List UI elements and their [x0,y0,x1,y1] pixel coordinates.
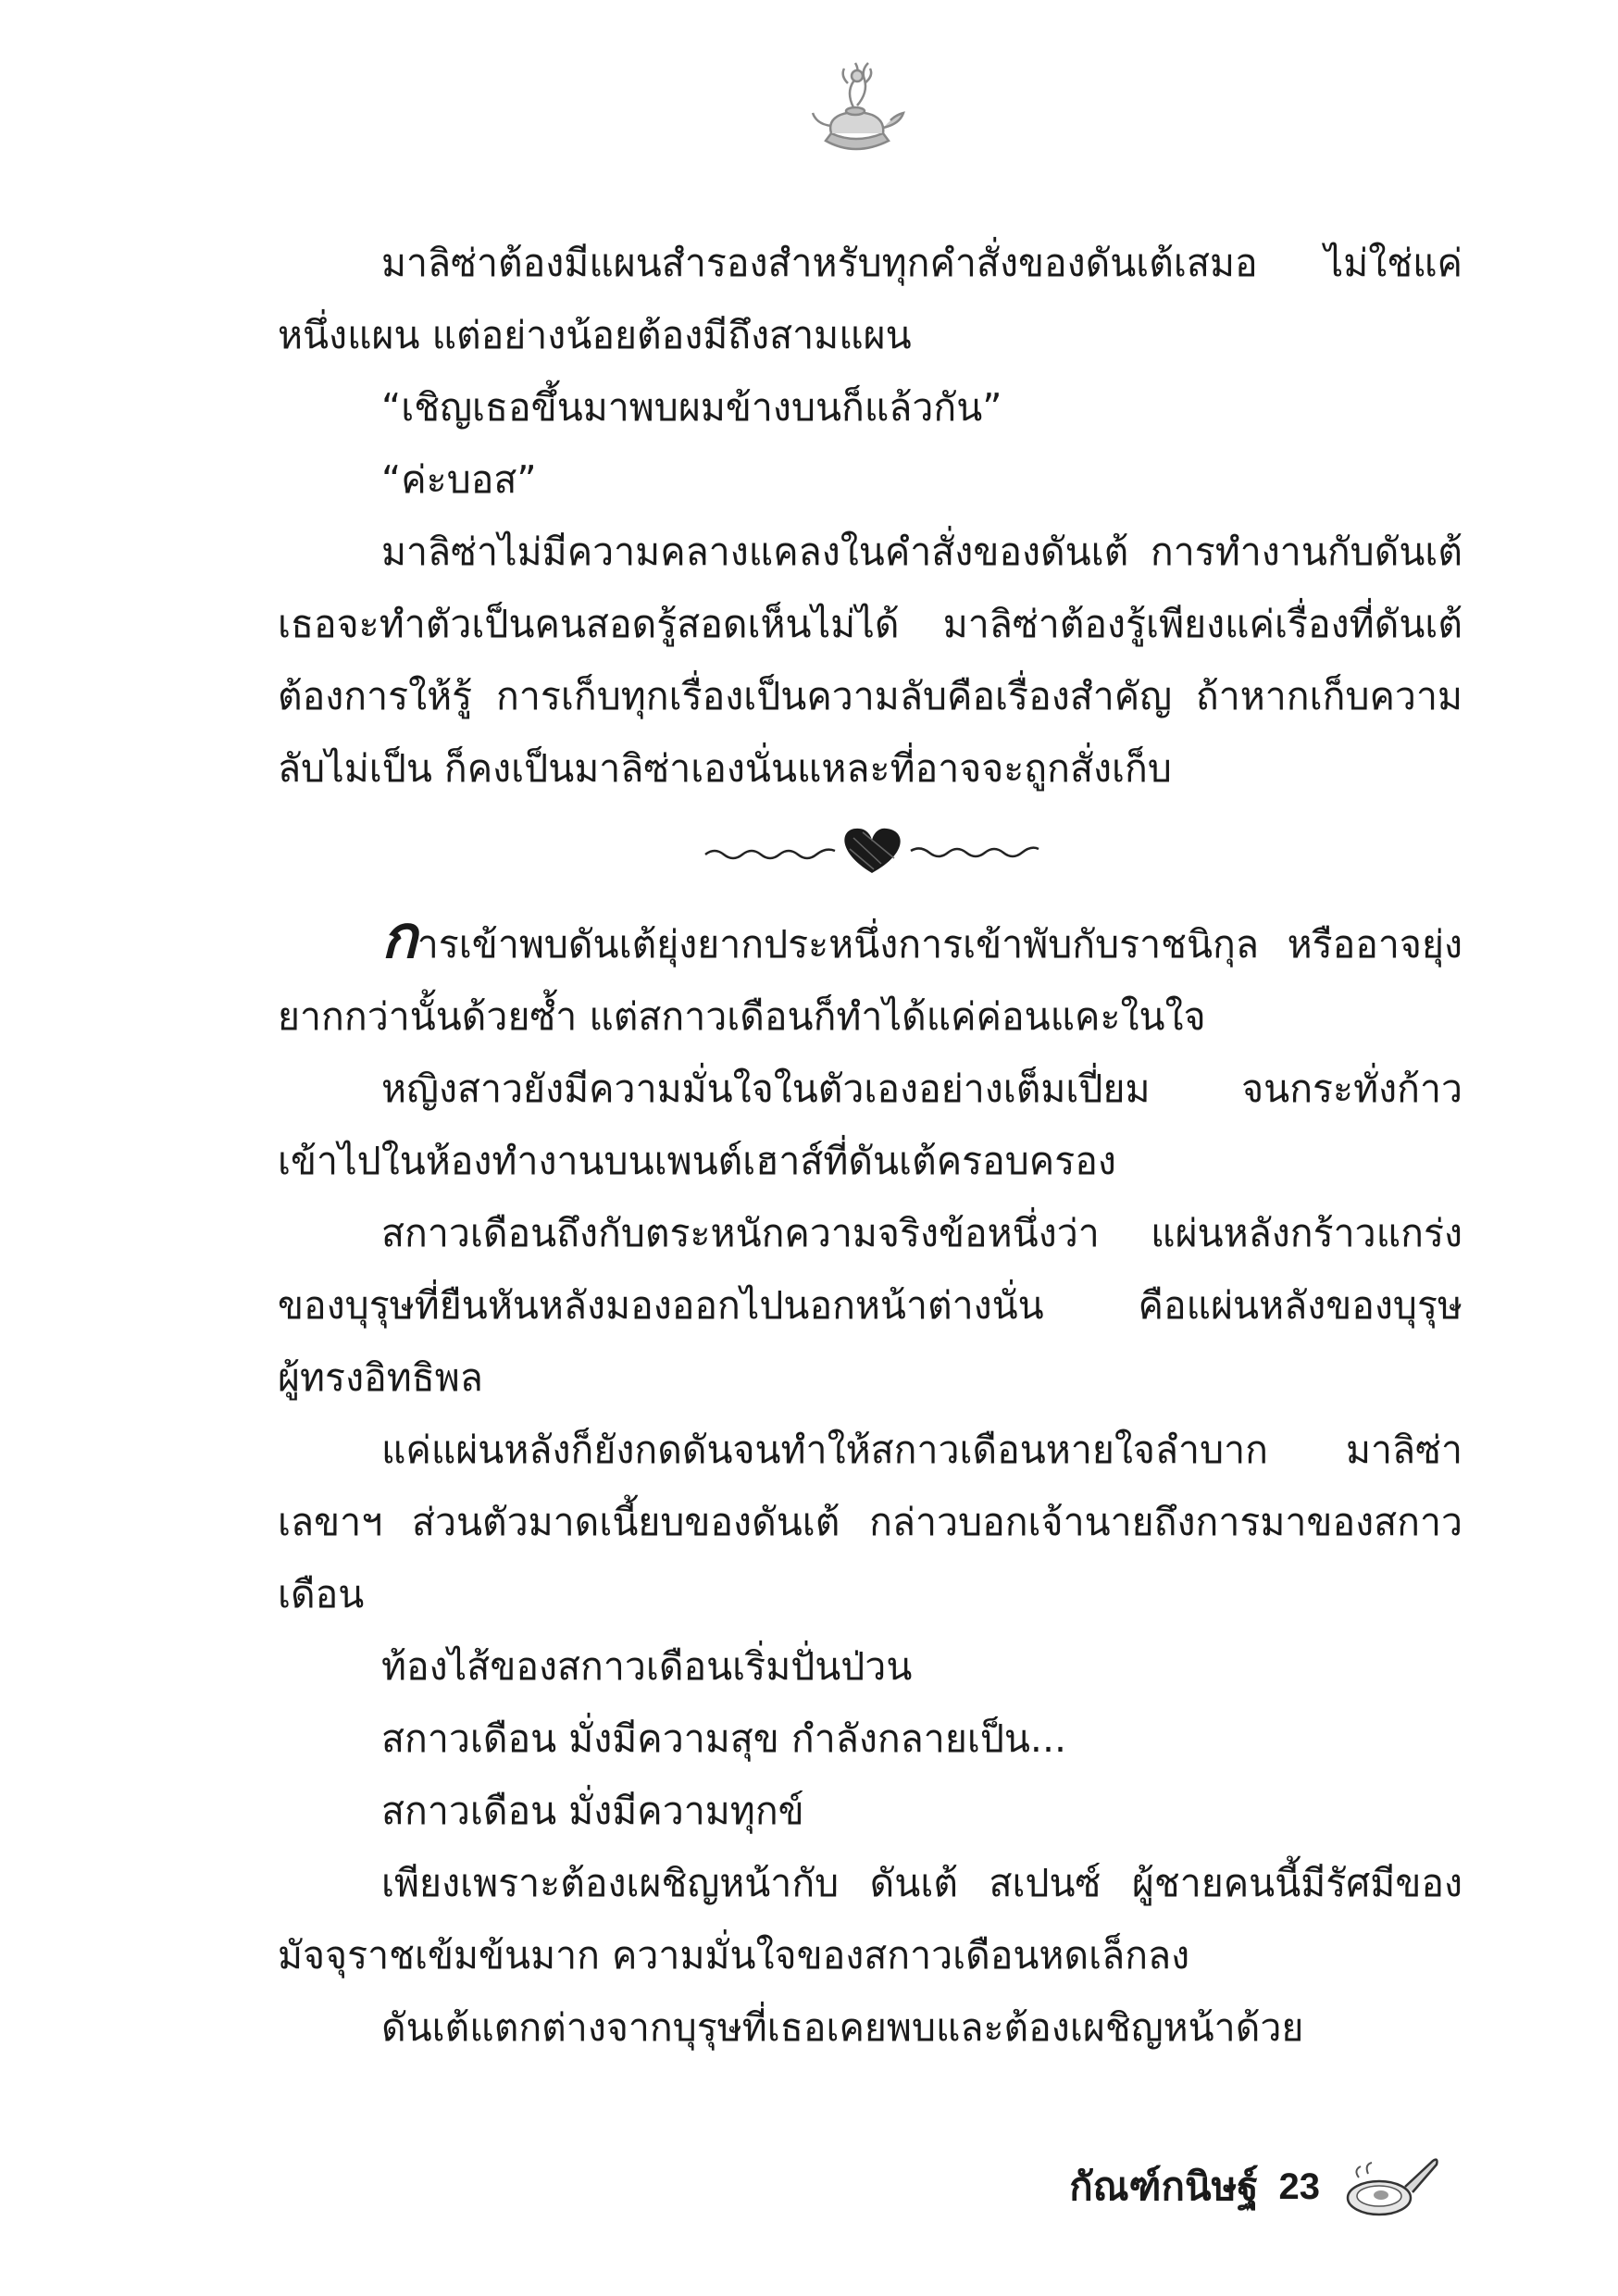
section-divider [278,808,1462,892]
drop-initial: ก [381,904,417,972]
paragraph: มาลิซ่าไม่มีความคลางแคลงในคำสั่งของดันเต้ การทำงานกับดันเต้ เธอจะทำตัวเป็นคนสอดรู้สอดเห็นไม่ได้ มาลิซ่าต้องรู้เพียงแค่เรื่องที่ดันเต้ต้องการให้รู้ การเก็บทุกเรื่องเป็นความลับคือเรื่องสำคัญ ถ้าหากเก็บความลับไม่เป็น ก็คงเป็นมาลิซ่าเองนั่นแหละที่อาจจะถูกสั่งเก็บ [278,530,1462,791]
paragraph: สกาวเดือน มั่งมีความทุกข์ [381,1789,804,1833]
page-number: 23 [1278,2165,1320,2207]
section-2 [278,904,1462,2064]
paragraph: มาลิซ่าต้องมีแผนสำรองสำหรับทุกคำสั่งของดันเต้เสมอ ไม่ใช่แค่หนึ่งแผน แต่อย่างน้อยต้องมีถึงสามแผน [278,241,1462,357]
body-text [278,227,1462,2064]
paragraph: ท้องไส้ของสกาวเดือนเริ่มปั่นป่วน [381,1644,913,1689]
paragraph: แค่แผ่นหลังก็ยังกดดันจนทำให้สกาวเดือนหายใจลำบาก มาลิซ่าเลขาฯ ส่วนตัวมาดเนี้ยบของดันเต้ กล่าวบอกเจ้านายถึงการมาของสกาวเดือน [278,1428,1462,1616]
paragraph: สกาวเดือนถึงกับตระหนักความจริงข้อหนึ่งว่า แผ่นหลังกร้าวแกร่งของบุรุษที่ยืนหันหลังมองออกไปนอกหน้าต่างนั่น คือแผ่นหลังของบุรุษผู้ทรงอิทธิพล [278,1211,1462,1400]
paragraph: “ค่ะบอส” [381,457,537,502]
paragraph-drop-initial [278,904,1462,1053]
paragraph: หญิงสาวยังมีความมั่นใจในตัวเองอย่างเต็มเปี่ยม จนกระทั่งก้าวเข้าไปในห้องทำงานบนเพนต์เฮาส์ที่ดันเต้ครอบครอง [278,1067,1462,1183]
paragraph: สกาวเดือน มั่งมีความสุข กำลังกลายเป็น... [381,1716,1067,1761]
genie-lamp-icon [800,56,911,167]
section-1 [278,227,1462,805]
paragraph: ดันเต้แตกต่างจากบุรุษที่เธอเคยพบและต้องเผชิญหน้าด้วย [381,2005,1304,2050]
heart-squiggle-divider-icon [696,817,1048,882]
page-footer [1069,2150,1442,2224]
book-title: กัณฑ์กนิษฐ์ [1069,2164,1259,2209]
paragraph-rest: ารเข้าพบดันเต้ยุ่งยากประหนึ่งการเข้าพับกับราชนิกุล หรืออาจยุ่งยากกว่านั้นด้วยซ้ำ แต่สกาวเดือนก็ทำได้แค่ค่อนแคะในใจ [278,922,1462,1039]
pan-with-egg-icon [1340,2150,1442,2224]
paragraph: เพียงเพราะต้องเผชิญหน้ากับ ดันเต้ สเปนซ์ ผู้ชายคนนี้มีรัศมีของมัจจุราชเข้มข้นมาก ความมั่นใจของสกาวเดือนหดเล็กลง [278,1861,1462,1978]
paragraph: “เชิญเธอขึ้นมาพบผมข้างบนก็แล้วกัน” [381,385,1002,430]
